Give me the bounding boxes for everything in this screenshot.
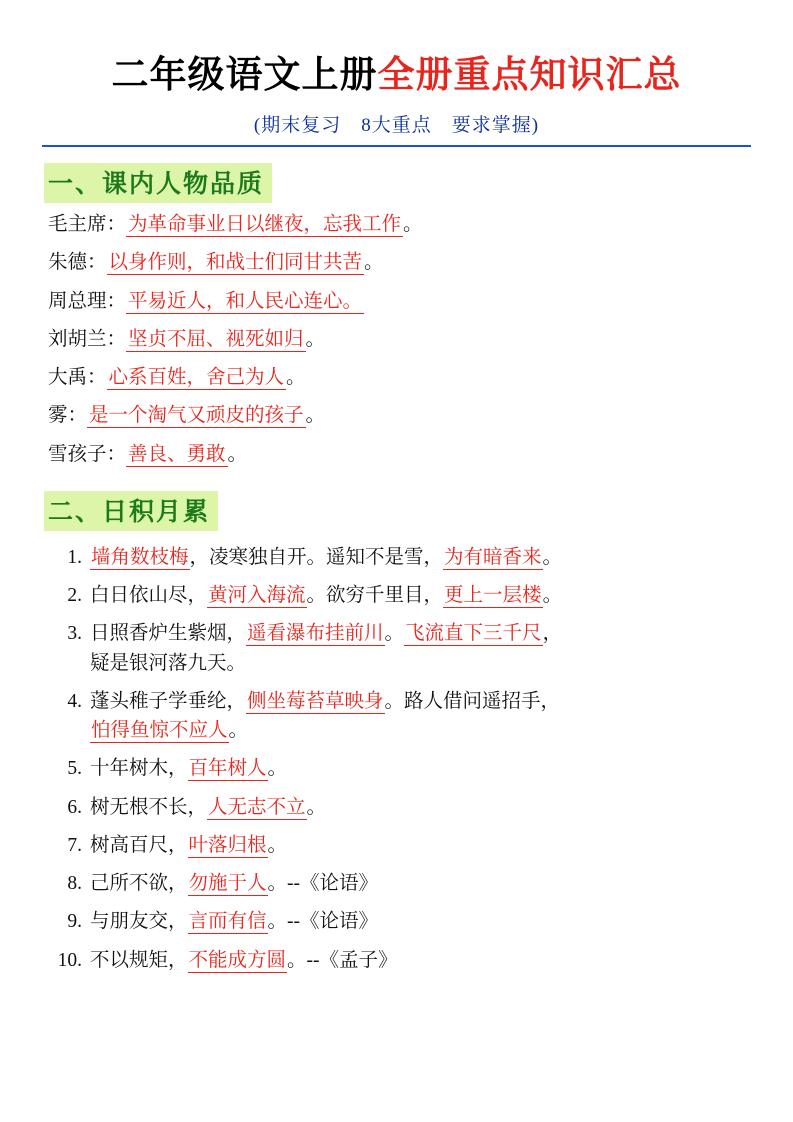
person-name: 朱德：: [48, 252, 107, 274]
person-quality-line: [48, 326, 751, 354]
section-heading-1: 一、课内人物品质: [44, 163, 272, 203]
plain-text: 。: [542, 585, 563, 607]
list-item-body: [90, 907, 751, 936]
list-item-line: [90, 581, 751, 610]
plain-text: 。: [306, 796, 327, 818]
plain-text: 白日依山尽，: [90, 585, 208, 607]
person-quality-text: 是一个淘气又顽皮的孩子: [89, 405, 304, 427]
person-quality-text: 善良、勇敢: [128, 443, 226, 465]
list-item-body: [90, 543, 751, 572]
list-item-number: 4.: [67, 690, 82, 712]
list-item-line: [90, 869, 751, 898]
person-quality-line: [48, 364, 751, 392]
person-quality-line: [48, 402, 751, 430]
list-item: [42, 793, 751, 822]
highlight-text: 飞流直下三千尺: [405, 623, 542, 645]
person-quality-text: 以身作则，和战士们同甘共苦: [108, 252, 363, 274]
person-line-end: 。: [227, 443, 248, 465]
person-quality-text: 心系百姓，舍己为人: [108, 367, 285, 389]
plain-text: 不以规矩，: [90, 949, 188, 971]
list-item: [42, 581, 751, 610]
plain-text: 。欲穷千里目，: [306, 585, 444, 607]
list-item-body: [90, 754, 751, 783]
highlight-text: 墙角数枝梅: [91, 546, 189, 568]
plain-text: 疑是银河落九天。: [90, 652, 247, 674]
person-quality-text: 坚贞不屈、视死如归: [128, 328, 304, 350]
list-item-number: 2.: [67, 585, 82, 607]
plain-text: 与朋友交，: [90, 911, 188, 933]
list-item-line: [90, 754, 751, 783]
person-quality-line: [48, 249, 751, 277]
list-item-line: [90, 793, 751, 822]
list-item: [42, 687, 751, 746]
plain-text: ，凌寒独自开。遥知不是雪，: [189, 546, 444, 568]
list-item: [42, 619, 751, 678]
highlight-text: 百年树人: [188, 758, 267, 780]
list-item-line: [90, 687, 751, 716]
list-item-number: 8.: [67, 873, 82, 895]
list-item: [42, 869, 751, 898]
plain-text: ，: [542, 623, 563, 645]
highlight-text: 勿施于人: [188, 873, 267, 895]
person-name: 周总理：: [48, 290, 127, 312]
highlight-text: 言而有信: [188, 911, 267, 933]
list-item-line: [90, 831, 751, 860]
plain-text: 。--《论语》: [267, 873, 379, 895]
plain-text: 。--《孟子》: [287, 949, 398, 971]
person-name: 雾：: [48, 405, 88, 427]
person-name: 毛主席：: [48, 214, 127, 235]
person-line-end: 。: [305, 328, 326, 350]
highlight-text: 黄河入海流: [208, 585, 306, 607]
plain-text: 树高百尺，: [90, 834, 188, 856]
plain-text: 。: [384, 623, 405, 645]
person-quality-line: [48, 211, 751, 239]
list-item: [42, 946, 751, 975]
person-name: 刘胡兰：: [48, 328, 127, 350]
list-item: [42, 907, 751, 936]
plain-text: 日照香炉生紫烟，: [90, 623, 247, 645]
list-item-body: [90, 793, 751, 822]
list-item: [42, 831, 751, 860]
plain-text: 。: [267, 758, 288, 780]
plain-text: 。: [267, 834, 288, 856]
plain-text: 十年树木，: [90, 758, 188, 780]
list-item-number: 10.: [57, 949, 82, 971]
plain-text: 蓬头稚子学垂纶，: [90, 690, 247, 712]
list-item-number: 1.: [67, 546, 82, 568]
person-name: 雪孩子：: [48, 443, 127, 465]
list-item-number: 5.: [67, 758, 82, 780]
list-item-body: [90, 946, 751, 975]
title-black-text: 二年级语文上册: [111, 52, 378, 96]
list-item-line: [90, 907, 751, 936]
highlight-text: 叶落归根: [188, 834, 267, 856]
list-item-body: [90, 687, 751, 746]
list-item-body: [90, 869, 751, 898]
highlight-text: 遥看瀑布挂前川: [247, 623, 384, 645]
highlight-text: 为有暗香来: [444, 546, 542, 568]
plain-text: 。: [228, 720, 249, 742]
person-name: 大禹：: [48, 367, 107, 389]
poem-list: [42, 543, 751, 975]
plain-text: 己所不欲，: [90, 873, 188, 895]
plain-text: 树无根不长，: [90, 796, 208, 818]
title-red-text: 全册重点知识汇总: [377, 52, 682, 96]
list-item-line: [90, 649, 751, 678]
highlight-text: 人无志不立: [208, 796, 306, 818]
highlight-text: 侧坐莓苔草映身: [247, 690, 384, 712]
plain-text: 。路人借问遥招手，: [384, 690, 561, 712]
list-item-line: [90, 543, 751, 572]
list-item-number: 7.: [67, 834, 82, 856]
section-people: [42, 151, 751, 469]
person-line-end: 。: [364, 252, 384, 274]
person-line-end: 。: [305, 405, 326, 427]
list-item: [42, 754, 751, 783]
list-item-number: 3.: [67, 623, 82, 645]
list-item-body: [90, 581, 751, 610]
list-item-line: [90, 946, 751, 975]
document-subtitle: (期末复习 8大重点 要求掌握): [253, 115, 540, 136]
list-item-number: 6.: [67, 796, 82, 818]
section-accumulation: [42, 479, 751, 975]
person-quality-text: 平易近人，和人民心连心。: [128, 290, 363, 312]
person-line-end: 。: [403, 214, 423, 235]
list-item-body: [90, 831, 751, 860]
person-quality-line: [48, 288, 751, 316]
list-item-body: [90, 619, 751, 678]
document-title: [42, 44, 751, 98]
person-quality-text: 为革命事业日以继夜，忘我工作: [128, 214, 402, 235]
list-item-line: [90, 619, 751, 648]
highlight-text: 更上一层楼: [444, 585, 542, 607]
list-item: [42, 543, 751, 572]
person-quality-line: [48, 441, 751, 469]
plain-text: 。--《论语》: [267, 911, 379, 933]
section-heading-2: 二、日积月累: [44, 491, 218, 531]
header-divider: [42, 145, 751, 147]
list-item-number: 9.: [67, 911, 82, 933]
plain-text: 。: [542, 546, 563, 568]
people-quality-list: [42, 211, 751, 469]
list-item-line: [90, 716, 751, 745]
highlight-text: 怕得鱼惊不应人: [91, 720, 228, 742]
highlight-text: 不能成方圆: [188, 949, 287, 971]
person-line-end: 。: [286, 367, 306, 389]
